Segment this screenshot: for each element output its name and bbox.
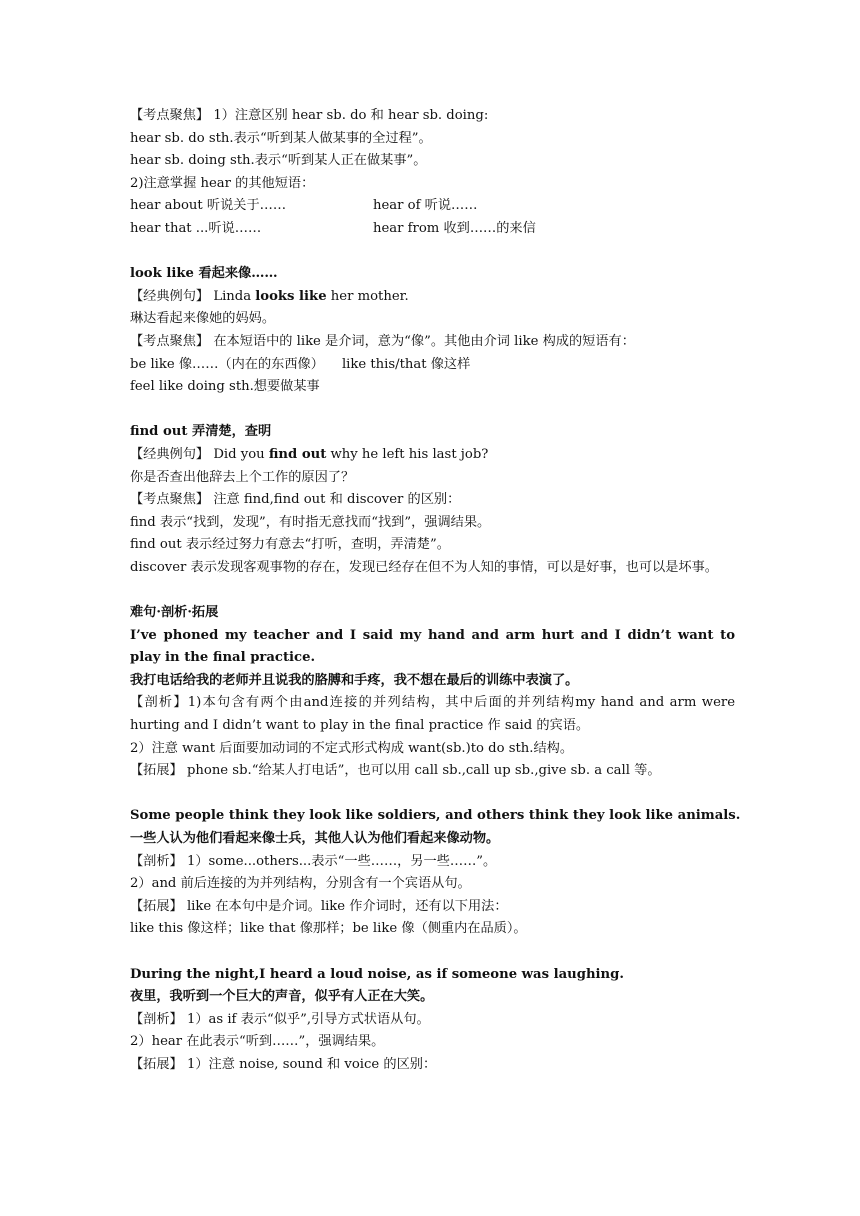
hear-phrases-heading: 2)注意掌握 hear 的其他短语： <box>130 175 315 191</box>
example-prefix: 【经典例句】 Linda <box>130 288 256 304</box>
find-out-title: find out 弄清楚，查明 <box>130 424 272 440</box>
analysis-2: 2）注意 want 后面要加动词的不定式形式构成 want(sb.)to do sth.结构。 <box>130 740 574 756</box>
extension-noise-sound-voice: 【拓展】 1）注意 noise, sound 和 voice 的区别： <box>130 1056 437 1072</box>
difficult-sentence-1: I’ve phoned my teacher and I said my hand and arm hurt and I didn’t want to play in the final practice. <box>130 627 735 666</box>
analysis-1: 【剖析】1)本句含有两个由and连接的并列结构，其中后面的并列结构my hand and arm were hurting and I didn’t want to play in the final practice 作 said 的宾语。 <box>130 695 735 734</box>
hear-phrase-row-1 <box>130 195 735 218</box>
difficult-sentence-2: Some people think they look like soldiers, and others think they look like animals. <box>130 808 741 824</box>
hear-that-phrase: hear that ...听说…… <box>130 220 262 236</box>
difficult-sentence-1-translation: 我打电话给我的老师并且说我的胳膊和手疼，我不想在最后的训练中表演了。 <box>130 672 579 688</box>
analysis-hear: 2）hear 在此表示“听到……”，强调结果。 <box>130 1034 385 1050</box>
analysis-and-clauses: 2）and 前后连接的为并列结构，分别含有一个宾语从句。 <box>130 876 471 892</box>
document-page <box>130 105 741 1077</box>
hear-of-phrase: hear of 听说…… <box>373 198 478 214</box>
look-like-example <box>130 286 735 309</box>
example-suffix: her mother. <box>326 288 409 304</box>
example-suffix: why he left his last job? <box>326 446 489 462</box>
difficult-sentence-2-translation: 一些人认为他们看起来像士兵，其他人认为他们看起来像动物。 <box>130 831 500 846</box>
extension-phone: 【拓展】 phone sb.“给某人打电话”，也可以用 call sb.,call up sb.,give sb. a call 等。 <box>130 763 661 779</box>
feel-like-phrase: feel like doing sth.想要做某事 <box>130 379 320 395</box>
like-this-phrase: like this/that 像这样 <box>341 356 471 372</box>
be-like-phrase: be like 像……（内在的东西像） <box>130 356 324 372</box>
find-out-translation: 你是否查出他辞去上个工作的原因了？ <box>130 469 355 485</box>
look-like-translation: 琳达看起来像她的妈妈。 <box>130 311 276 327</box>
look-like-focus: 【考点聚焦】 在本短语中的 like 是介词，意为“像”。其他由介词 like 构成的短语有： <box>130 333 635 349</box>
section-heading: 难句·剖析·拓展 <box>130 605 219 621</box>
find-out-focus: 【考点聚焦】 注意 find,find out 和 discover 的区别： <box>130 492 461 508</box>
look-like-title: look like 看起来像…… <box>130 266 278 282</box>
example-keyword: looks like <box>255 288 327 304</box>
find-out-meaning: find out 表示经过努力有意去“打听，查明，弄清楚”。 <box>130 537 450 553</box>
difficult-sentence-3-translation: 夜里，我听到一个巨大的声音，似乎有人正在大笑。 <box>130 989 434 1005</box>
find-out-example <box>130 444 735 467</box>
hear-do-line: hear sb. do sth.表示“听到某人做某事的全过程”。 <box>130 130 432 146</box>
analysis-as-if: 【剖析】 1）as if 表示“似乎”,引导方式状语从句。 <box>130 1011 430 1027</box>
find-meaning: find 表示“找到，发现”，有时指无意找而“找到”，强调结果。 <box>130 514 491 530</box>
example-prefix: 【经典例句】 Did you <box>130 446 269 462</box>
hear-doing-line: hear sb. doing sth.表示“听到某人正在做某事”。 <box>130 153 427 169</box>
like-phrase-row <box>130 354 735 377</box>
discover-meaning: discover 表示发现客观事物的存在，发现已经存在但不为人知的事情，可以是好事，也可以是坏事。 <box>130 559 718 575</box>
like-usages: like this 像这样；like that 像那样；be like 像（侧重内在品质）。 <box>130 921 527 937</box>
analysis-some-others: 【剖析】 1）some...others...表示“一些……，另一些……”。 <box>130 853 497 869</box>
example-keyword: find out <box>268 446 327 462</box>
extension-like: 【拓展】 like 在本句中是介词。like 作介词时，还有以下用法： <box>130 898 508 914</box>
hear-phrase-row-2 <box>130 218 735 241</box>
difficult-sentence-3: During the night,I heard a loud noise, as if someone was laughing. <box>130 966 624 982</box>
focus-hear: 【考点聚焦】 1）注意区别 hear sb. do 和 hear sb. doing: <box>130 108 489 123</box>
hear-about-phrase: hear about 听说关于…… <box>130 198 287 214</box>
hear-from-phrase: hear from 收到……的来信 <box>373 220 536 236</box>
